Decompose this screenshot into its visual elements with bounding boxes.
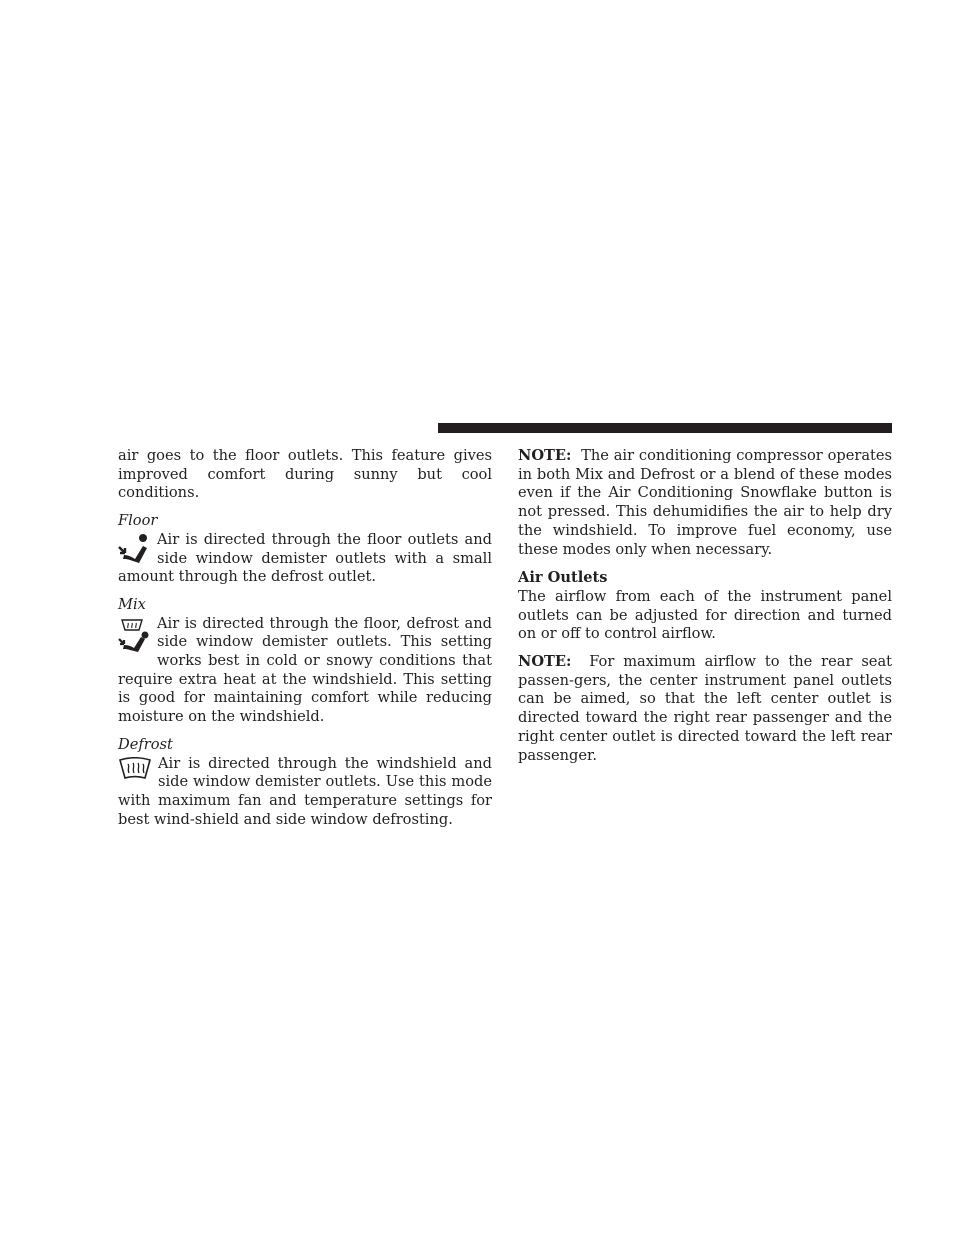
section-header-bar xyxy=(438,423,892,433)
note-rear-airflow xyxy=(518,653,892,765)
note-compressor-text: The air conditioning compressor operates in both Mix and Defrost or a blend of these modes even if the Air Conditioning Snowflake button is not pressed. This dehumidifies the air to help dry the windshield. To improve fuel economy, use these modes only when necessary. xyxy=(518,447,893,558)
mix-title: Mix xyxy=(118,595,146,613)
left-column xyxy=(118,447,492,838)
note-label: NOTE: xyxy=(518,447,572,464)
floor-paragraph xyxy=(118,531,492,587)
intro-paragraph: air goes to the floor outlets. This feature gives improved comfort during sunny but cool conditions. xyxy=(118,447,492,502)
defrost-paragraph xyxy=(118,755,492,830)
air-outlets-paragraph: The airflow from each of the instrument panel outlets can be adjusted for direction and turned on or off to control airflow. xyxy=(518,587,892,643)
floor-text: Air is directed through the floor outlets and side window demister outlets with a small amount through the defrost outlet. xyxy=(118,530,492,586)
right-column xyxy=(518,447,892,774)
mix-mode-icon xyxy=(118,617,151,653)
note-compressor xyxy=(518,447,892,559)
mix-text: Air is directed through the floor, defrost and side window demister outlets. This setting works best in cold or snowy conditions that require extra heat at the windshield. This setting is good for maintaining comfort while reducing moisture on the windshield. xyxy=(118,614,492,726)
floor-mode-icon xyxy=(118,533,151,567)
air-outlets-heading: Air Outlets xyxy=(518,569,608,587)
defrost-text: Air is directed through the windshield and side window demister outlets. Use this mode with maximum fan and temperature settings for best wind-shield and side window defrosting. xyxy=(118,754,492,828)
floor-title: Floor xyxy=(118,512,158,530)
note-label: NOTE: xyxy=(518,653,572,671)
mix-paragraph xyxy=(118,615,492,727)
defrost-mode-icon xyxy=(118,757,152,781)
note-rear-airflow-text: For maximum airflow to the rear seat passen-gers, the center instrument panel outlets can be aimed, so that the left center outlet is directed toward the right rear passenger and the right center outlet is directed toward the left rear passenger. xyxy=(518,653,893,764)
defrost-title: Defrost xyxy=(118,735,173,753)
